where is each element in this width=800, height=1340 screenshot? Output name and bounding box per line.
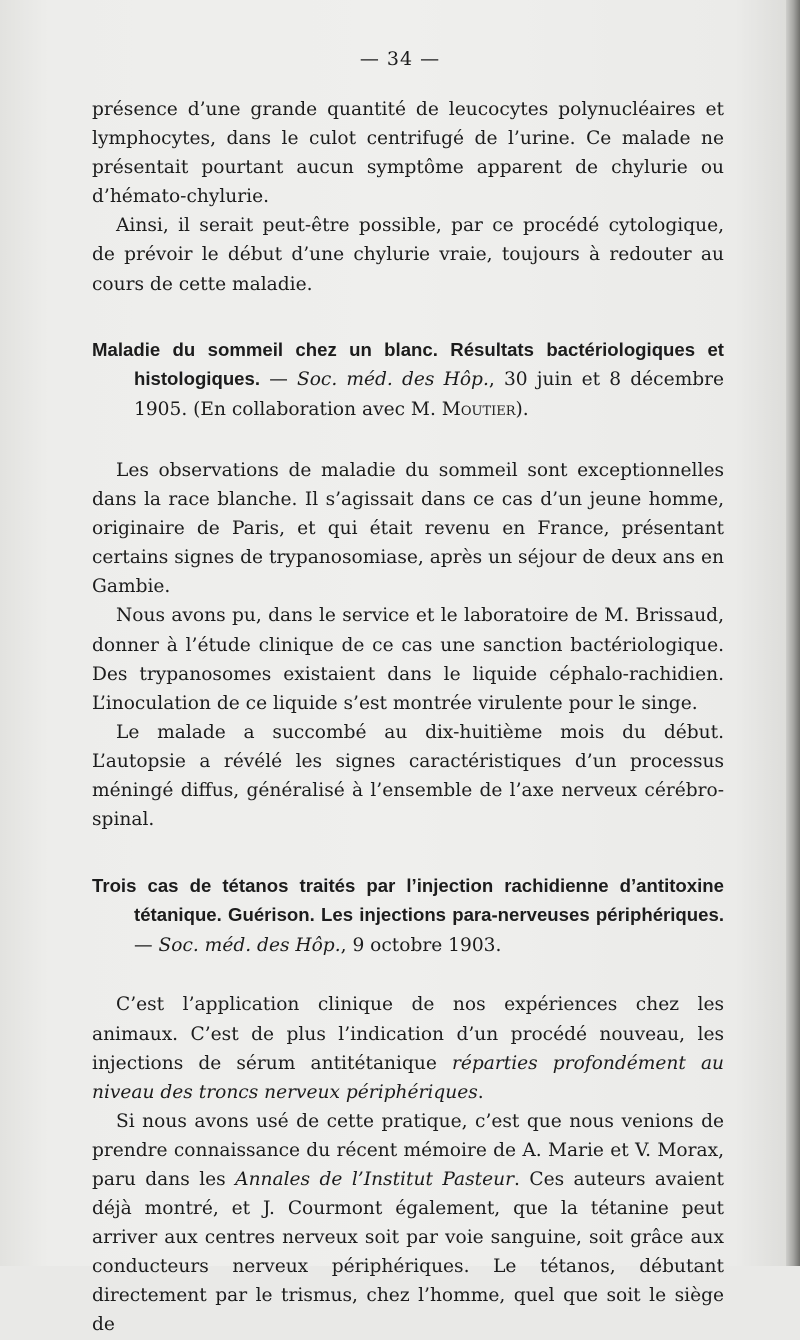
italic-phrase: réparties profondément au niveau des troncs nerveux périphériques xyxy=(92,1052,724,1103)
entry-title: Trois cas de tétanos traités par l’injection rachidienne d’antitoxine tétanique. Guérison. Les injections para-nerveuses périphériques. xyxy=(92,875,724,926)
bibliography-entry: Trois cas de tétanos traités par l’injection rachidienne d’antitoxine tétanique. Guérison. Les injections para-nerveuses périphériques. — Soc. méd. des Hôp., 9 octobre 1903. xyxy=(92,875,724,957)
page-edge xyxy=(786,0,800,1266)
entry-title: Maladie du sommeil chez un blanc. Résultats bactériologiques et histologiques. xyxy=(92,338,724,389)
journal-name: Soc. méd. des Hôp. xyxy=(158,935,341,957)
paragraph: présence d’une grande quantité de leucocytes polynucléaires et lymphocytes, dans le culot centrifugé de l’urine. Ce malade ne présentait pourtant aucun symptôme apparent de chylurie ou d’hémato-chylurie. xyxy=(92,99,724,208)
entry-date: , 9 octobre 1903. xyxy=(340,935,502,957)
paragraph: Le malade a succombé au dix-huitième mois du début. L’autopsie a révélé les signes caractéristiques d’un processus méningé diffus, généralisé à l’ensemble de l’axe nerveux cérébro-spinal. xyxy=(92,721,724,831)
paragraph: Nous avons pu, dans le service et le laboratoire de M. Brissaud, donner à l’étude clinique de ce cas une sanction bactériologique. Des trypanosomes existaient dans le liquide céphalo-rachidien. L’inoculation de ce liquide s’est montrée virulente pour le singe. xyxy=(92,605,724,714)
paragraph: C’est l’application clinique de nos expériences chez les animaux. C’est de plus l’indication d’un procédé nouveau, les injections de sérum antitétanique réparties profondément au niveau des troncs nerveux périphériques. xyxy=(92,994,724,1103)
entry-date: , 30 juin et 8 décembre 1905. (En collaboration avec M. xyxy=(134,368,724,420)
page-number: — 34 — xyxy=(359,48,441,70)
journal-name: Soc. méd. des Hôp. xyxy=(296,368,489,390)
paragraph: Les observations de maladie du sommeil sont exceptionnelles dans la race blanche. Il s’agissait dans ce cas d’un jeune homme, originaire de Paris, et qui était revenu en France, présentant certains signes de trypanosomiase, après un séjour de deux ans en Gambie. xyxy=(92,459,724,598)
italic-phrase: Annales de l’Institut Pasteur xyxy=(235,1169,514,1190)
page-body xyxy=(92,95,724,1340)
paragraph: Ainsi, il serait peut-être possible, par ce procédé cytologique, de prévoir le début d’une chylurie vraie, toujours à redouter au cours de cette maladie. xyxy=(92,215,724,295)
bibliography-entry: Maladie du sommeil chez un blanc. Résultats bactériologiques et histologiques. — Soc. méd. des Hôp., 30 juin et 8 décembre 1905. (En collaboration avec M. Moutier). xyxy=(92,338,724,420)
coauthor-name: Moutier xyxy=(441,398,516,420)
paragraph: Si nous avons usé de cette pratique, c’est que nous venions de prendre connaissance du récent mémoire de A. Marie et V. Morax, paru dans les Annales de l’Institut Pasteur. Ces auteurs avaient déjà montré, et J. Courmont également, que la tétanine peut arriver aux centres nerveux soit par voie sanguine, soit grâce aux conducteurs nerveux périphériques. Le tétanos, débutant directement par le trismus, chez l’homme, quel que soit le siège de xyxy=(92,1110,724,1336)
